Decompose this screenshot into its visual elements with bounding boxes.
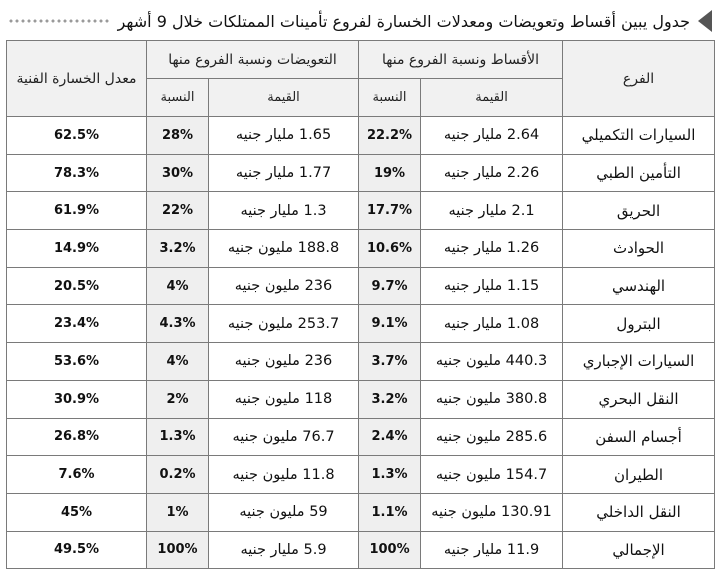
- table-row: [7, 305, 715, 343]
- table-row: [7, 154, 715, 192]
- title-row: [0, 6, 720, 36]
- premium-value-cell: 154.7 مليون جنيه: [421, 456, 563, 494]
- premium-ratio-cell: 3.2%: [359, 380, 421, 418]
- claim-ratio-cell: 4.3%: [147, 305, 209, 343]
- claim-value-cell: 236 مليون جنيه: [209, 267, 359, 305]
- premium-ratio-cell: 100%: [359, 531, 421, 569]
- premium-ratio-cell: 9.7%: [359, 267, 421, 305]
- loss-ratio-cell: 7.6%: [7, 456, 147, 494]
- premium-ratio-cell: 22.2%: [359, 117, 421, 155]
- table-title: جدول يبين أقساط وتعويضات ومعدلات الخسارة لفروع تأمينات الممتلكات خلال 9 أشهر: [117, 11, 690, 31]
- branch-cell: أجسام السفن: [563, 418, 715, 456]
- table-row: [7, 230, 715, 268]
- premium-value-cell: 2.1 مليار جنيه: [421, 192, 563, 230]
- table-row: [7, 267, 715, 305]
- premium-value-cell: 1.15 مليار جنيه: [421, 267, 563, 305]
- claim-ratio-cell: 28%: [147, 117, 209, 155]
- premium-value-cell: 285.6 مليون جنيه: [421, 418, 563, 456]
- premium-value-cell: 2.26 مليار جنيه: [421, 154, 563, 192]
- loss-ratio-cell: 45%: [7, 493, 147, 531]
- claim-ratio-cell: 2%: [147, 380, 209, 418]
- branch-cell: السيارات الإجباري: [563, 343, 715, 381]
- loss-ratio-cell: 30.9%: [7, 380, 147, 418]
- loss-ratio-cell: 62.5%: [7, 117, 147, 155]
- table-row: [7, 343, 715, 381]
- table-row: [7, 380, 715, 418]
- table-row: [7, 493, 715, 531]
- header-loss-ratio: معدل الخسارة الفنية: [7, 41, 147, 117]
- loss-ratio-cell: 20.5%: [7, 267, 147, 305]
- claim-ratio-cell: 4%: [147, 343, 209, 381]
- premium-value-cell: 440.3 مليون جنيه: [421, 343, 563, 381]
- premium-ratio-cell: 9.1%: [359, 305, 421, 343]
- table-row: [7, 192, 715, 230]
- branch-cell: الحوادث: [563, 230, 715, 268]
- table-body: [7, 117, 715, 569]
- claim-value-cell: 11.8 مليون جنيه: [209, 456, 359, 494]
- branch-cell: النقل البحري: [563, 380, 715, 418]
- header-row-top: [7, 41, 715, 79]
- claim-value-cell: 236 مليون جنيه: [209, 343, 359, 381]
- header-claims: التعويضات ونسبة الفروع منها: [147, 41, 359, 79]
- claim-value-cell: 1.77 مليار جنيه: [209, 154, 359, 192]
- branch-cell: البترول: [563, 305, 715, 343]
- claim-value-cell: 118 مليون جنيه: [209, 380, 359, 418]
- branch-cell: الطيران: [563, 456, 715, 494]
- branch-cell: التأمين الطبي: [563, 154, 715, 192]
- premium-value-cell: 380.8 مليون جنيه: [421, 380, 563, 418]
- claim-ratio-cell: 1.3%: [147, 418, 209, 456]
- title-dotted-leader: [8, 10, 110, 32]
- claim-value-cell: 188.8 مليون جنيه: [209, 230, 359, 268]
- claim-ratio-cell: 0.2%: [147, 456, 209, 494]
- premium-ratio-cell: 3.7%: [359, 343, 421, 381]
- loss-ratio-cell: 26.8%: [7, 418, 147, 456]
- premium-ratio-cell: 10.6%: [359, 230, 421, 268]
- chevron-left-icon: [696, 10, 712, 32]
- header-premiums: الأقساط ونسبة الفروع منها: [359, 41, 563, 79]
- premium-value-cell: 11.9 مليار جنيه: [421, 531, 563, 569]
- premium-ratio-cell: 1.1%: [359, 493, 421, 531]
- premium-ratio-cell: 1.3%: [359, 456, 421, 494]
- table-row: [7, 456, 715, 494]
- premium-ratio-cell: 19%: [359, 154, 421, 192]
- claim-value-cell: 59 مليون جنيه: [209, 493, 359, 531]
- loss-ratio-cell: 14.9%: [7, 230, 147, 268]
- branch-cell: النقل الداخلي: [563, 493, 715, 531]
- claim-ratio-cell: 30%: [147, 154, 209, 192]
- claim-value-cell: 1.65 مليار جنيه: [209, 117, 359, 155]
- insurance-table: [6, 40, 715, 569]
- claim-value-cell: 253.7 مليون جنيه: [209, 305, 359, 343]
- premium-ratio-cell: 17.7%: [359, 192, 421, 230]
- claim-ratio-cell: 100%: [147, 531, 209, 569]
- header-claim-ratio: النسبة: [147, 79, 209, 117]
- table-row: [7, 418, 715, 456]
- header-premium-ratio: النسبة: [359, 79, 421, 117]
- premium-value-cell: 1.26 مليار جنيه: [421, 230, 563, 268]
- claim-value-cell: 76.7 مليون جنيه: [209, 418, 359, 456]
- loss-ratio-cell: 61.9%: [7, 192, 147, 230]
- header-premium-value: القيمة: [421, 79, 563, 117]
- claim-ratio-cell: 4%: [147, 267, 209, 305]
- branch-cell: الحريق: [563, 192, 715, 230]
- premium-value-cell: 1.08 مليار جنيه: [421, 305, 563, 343]
- claim-ratio-cell: 3.2%: [147, 230, 209, 268]
- premium-value-cell: 130.91 مليون جنيه: [421, 493, 563, 531]
- claim-ratio-cell: 22%: [147, 192, 209, 230]
- loss-ratio-cell: 53.6%: [7, 343, 147, 381]
- premium-ratio-cell: 2.4%: [359, 418, 421, 456]
- loss-ratio-cell: 78.3%: [7, 154, 147, 192]
- branch-cell: الإجمالي: [563, 531, 715, 569]
- loss-ratio-cell: 23.4%: [7, 305, 147, 343]
- table-row: [7, 117, 715, 155]
- loss-ratio-cell: 49.5%: [7, 531, 147, 569]
- header-claim-value: القيمة: [209, 79, 359, 117]
- premium-value-cell: 2.64 مليار جنيه: [421, 117, 563, 155]
- header-branch: الفرع: [563, 41, 715, 117]
- claim-value-cell: 5.9 مليار جنيه: [209, 531, 359, 569]
- claim-value-cell: 1.3 مليار جنيه: [209, 192, 359, 230]
- branch-cell: الهندسي: [563, 267, 715, 305]
- branch-cell: السيارات التكميلي: [563, 117, 715, 155]
- table-row: [7, 531, 715, 569]
- claim-ratio-cell: 1%: [147, 493, 209, 531]
